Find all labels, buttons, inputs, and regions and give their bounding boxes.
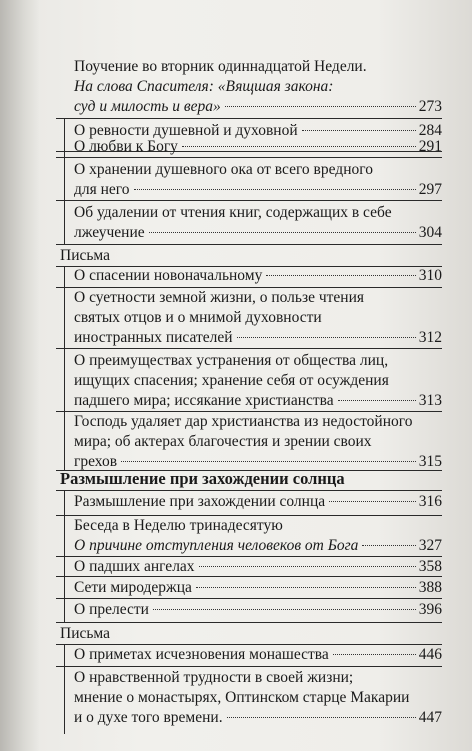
leader-dots — [266, 275, 415, 276]
divider — [56, 622, 442, 623]
toc-entry[interactable] — [74, 668, 442, 728]
entry-line: ищущих спасения; хранение себя от осуждения — [74, 372, 389, 389]
divider — [56, 666, 442, 667]
entry-line: Господь удаляет дар христианства из недостойного — [74, 413, 413, 430]
entry-line: О хранении душевного ока от всего вредного — [74, 161, 373, 178]
page-number: 358 — [418, 558, 442, 575]
entry-title: О падших ангелах — [74, 558, 195, 575]
toc-entry[interactable] — [74, 351, 442, 411]
page-number: 316 — [418, 493, 442, 510]
page-number: 297 — [418, 181, 442, 198]
entry-line: Об удалении от чтения книг, содержащих в себе — [74, 204, 392, 221]
divider — [56, 157, 442, 158]
toc-entry[interactable] — [74, 578, 442, 598]
entry-title: О приметах исчезновения монашества — [74, 646, 329, 663]
entry-title: О спасении новоначальному — [74, 267, 263, 284]
entry-line: и о духе того времени. — [74, 709, 223, 726]
entry-line: иностранных писателей — [74, 329, 233, 346]
leader-dots — [153, 609, 416, 610]
toc-entry[interactable] — [74, 557, 442, 577]
divider — [56, 490, 442, 491]
page-number: 446 — [418, 646, 442, 663]
leader-dots — [333, 654, 416, 655]
group-bracket — [64, 644, 65, 734]
section-heading: Письма — [60, 247, 111, 264]
leader-dots — [121, 461, 416, 462]
entry-line: Беседа в Неделю тринадесятую — [74, 517, 283, 534]
page-number: 327 — [418, 537, 442, 554]
leader-dots — [338, 400, 416, 401]
entry-italic-line: О причине отступления человеков от Бога — [74, 537, 359, 554]
leader-dots — [227, 717, 416, 718]
entry-italic-line: На слова Спасителя: «Вящшая закона: — [74, 78, 334, 95]
page-number: 313 — [418, 392, 442, 409]
entry-title: Сети миродержца — [74, 579, 192, 596]
entry-line: О преимуществах устранения от общества лиц, — [74, 352, 389, 369]
leader-dots — [134, 189, 416, 190]
page-number: 315 — [418, 453, 442, 470]
divider — [56, 200, 442, 201]
toc-entry[interactable] — [74, 516, 442, 556]
leader-dots — [302, 130, 416, 131]
leader-dots — [149, 232, 416, 233]
divider — [56, 576, 442, 577]
toc-entry[interactable] — [74, 645, 442, 665]
toc-entry[interactable] — [74, 600, 442, 620]
leader-dots — [237, 337, 416, 338]
entry-title: О ревности душевной и духовной — [74, 122, 298, 139]
divider — [56, 348, 442, 349]
page-number: 396 — [418, 601, 442, 618]
divider — [56, 244, 442, 245]
group-bracket — [64, 490, 65, 622]
entry-line: падшего мира; иссякание христианства — [74, 392, 334, 409]
entry-line: святых отцов и о мнимой духовности — [74, 309, 322, 326]
leader-dots — [182, 146, 416, 147]
leader-dots — [362, 545, 415, 546]
group-bracket — [64, 266, 65, 470]
toc-entry[interactable] — [74, 137, 442, 157]
toc-entry[interactable] — [74, 203, 442, 243]
toc-entry[interactable] — [74, 266, 442, 286]
section-heading-bold: Размышление при захождении солнца — [60, 469, 345, 488]
page-number: 284 — [418, 122, 442, 139]
page-number: 304 — [418, 224, 442, 241]
entry-line: О нравственной трудности в своей жизни; — [74, 669, 354, 686]
leader-dots — [199, 566, 416, 567]
page-number: 312 — [418, 329, 442, 346]
leader-dots — [329, 501, 416, 502]
toc-entry[interactable] — [74, 412, 442, 472]
page-number: 447 — [418, 709, 442, 726]
entry-line: лжеучение — [74, 224, 145, 241]
entry-line: мира; об актерах благочестия и зрении своих — [74, 433, 372, 450]
entry-line: грехов — [74, 453, 118, 470]
toc-entry[interactable] — [74, 160, 442, 200]
entry-line: Поучение во вторник одиннадцатой Недели. — [74, 58, 367, 75]
toc-entry[interactable] — [74, 492, 442, 512]
entry-title: Размышление при захождении солнца — [74, 493, 326, 510]
entry-title: О любви к Богу — [74, 138, 178, 155]
toc-entry[interactable] — [74, 57, 442, 117]
entry-line: для него — [74, 181, 130, 198]
leader-dots — [196, 587, 416, 588]
entry-italic-line: суд и милость и вера» — [74, 98, 221, 115]
entry-title: О прелести — [74, 601, 149, 618]
divider — [56, 118, 442, 119]
entry-line: О суетности земной жизни, о пользе чтения — [74, 289, 365, 306]
page-number: 273 — [418, 98, 442, 115]
toc-entry[interactable] — [74, 288, 442, 348]
page-number: 310 — [418, 267, 442, 284]
section-heading: Письма — [60, 625, 111, 642]
page-number: 291 — [418, 138, 442, 155]
group-bracket — [64, 118, 65, 244]
divider — [56, 598, 442, 599]
leader-dots — [225, 106, 416, 107]
page-number: 388 — [418, 579, 442, 596]
entry-line: мнение о монастырях, Оптинском старце Макарии — [74, 689, 410, 706]
